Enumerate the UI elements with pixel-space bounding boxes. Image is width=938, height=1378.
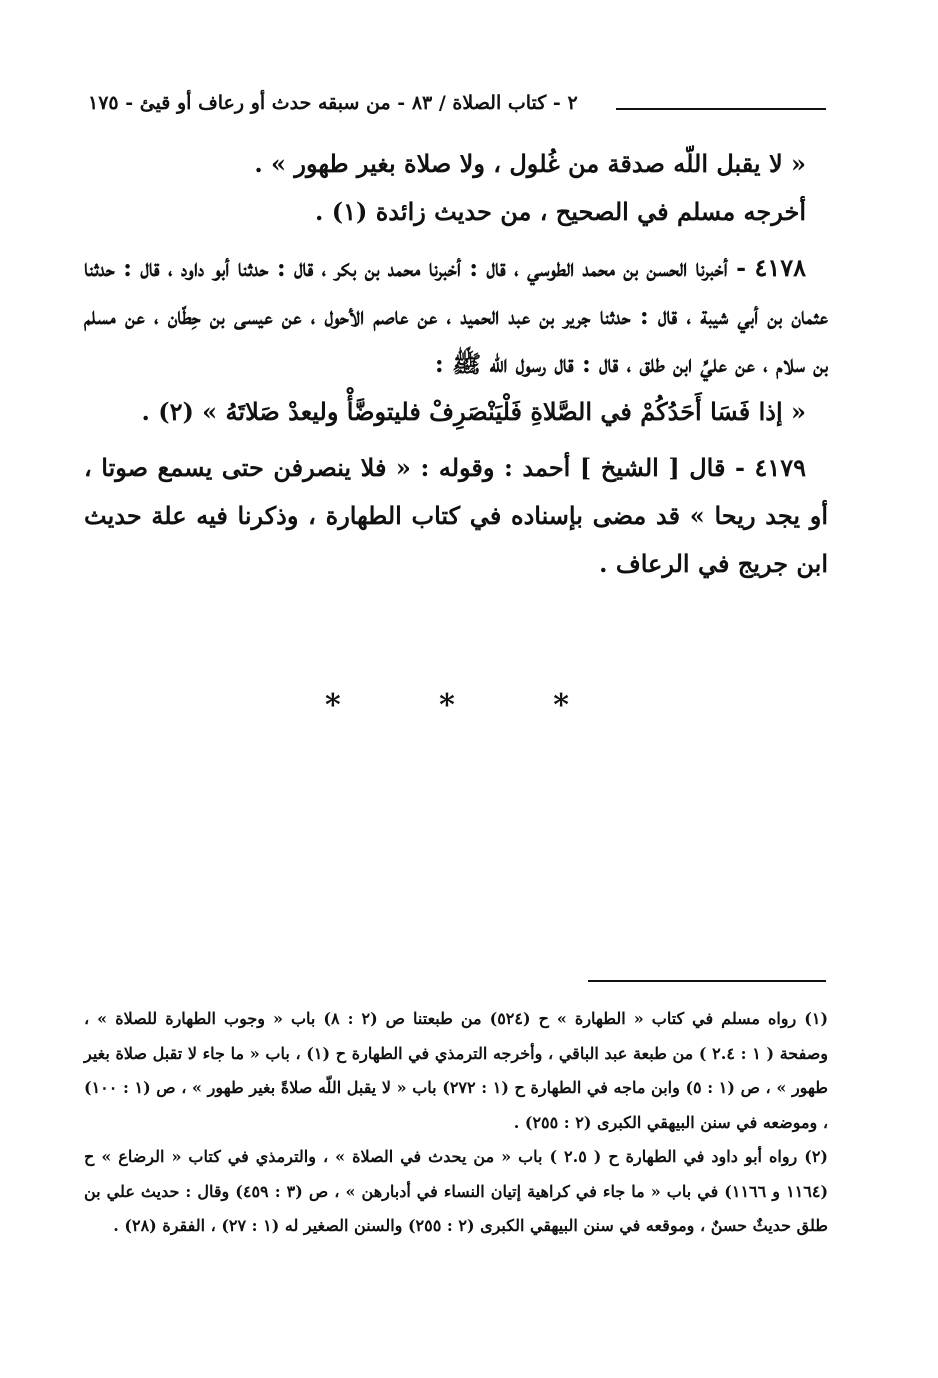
section-separator bbox=[0, 688, 938, 723]
running-title: ٢ - كتاب الصلاة / ٨٣ - من سبقه حدث أو رعاف أو قيئ - ١٧٥ bbox=[88, 92, 578, 114]
hadith-4179: ٤١٧٩ - قال [ الشيخ ] أحمد : وقوله : « فلا ينصرفن حتى يسمع صوتا ، أو يجد ريحا » قد مضى بإسناده في كتاب الطهارة ، وذكرنا فيه علة حديث ابن جريج في الرعاف . bbox=[84, 453, 828, 578]
running-header bbox=[88, 88, 826, 128]
separator-star: * bbox=[439, 688, 499, 723]
footnote-1: (١) رواه مسلم في كتاب « الطهارة » ح (٥٢٤) من طبعتنا ص (٢ : ٨) باب « وجوب الطهارة للصلاة » ، وصفحة ( ١ : ٢.٤ ) من طبعة عبد الباقي ، وأخرجه الترمذي في الطهارة ح (١) ، باب « ما جاء لا تقبل صلاة بغير طهور » ، ص (١ : ٥) وابن ماجه في الطهارة ح (١ : ٢٧٢) باب « لا يقبل اللّه صلاةً بغير طهور » ، ص (١ : ١٠٠) ، وموضعه في سنن البيهقي الكبرى (٢ : ٢٥٥) . bbox=[84, 1009, 829, 1132]
hadith-text-1: « لا يقبل اللّه صدقة من غُلول ، ولا صلاة بغير طهور » . bbox=[254, 149, 806, 178]
footnotes bbox=[84, 1002, 828, 1244]
hadith-4178-matn: « إذا فَسَا أَحَدُكُمْ في الصَّلاةِ فَلْيَنْصَرِفْ فليتوضَّأْ وليعدْ صَلاتَهُ » (٢) . bbox=[141, 397, 806, 426]
header-rule bbox=[616, 108, 826, 110]
footnote-rule bbox=[588, 980, 826, 982]
separator-star: * bbox=[553, 688, 613, 723]
footnote-2: (٢) رواه أبو داود في الطهارة ح ( ٢.٥ ) باب « من يحدث في الصلاة » ، والترمذي في كتاب « الرضاع » ح (١١٦٤ و ١١٦٦) في باب « ما جاء في كراهية إتيان النساء في أدبارهن » ، ص (٣ : ٤٥٩) وقال : حديث علي بن طلق حديثٌ حسنٌ ، وموقعه في سنن البيهقي الكبرى (٢ : ٢٥٥) والسنن الصغير له (١ : ٢٧) ، الفقرة (٢٨) . bbox=[84, 1147, 829, 1235]
main-text bbox=[84, 140, 828, 588]
separator-star: * bbox=[324, 688, 385, 723]
hadith-4178-isnad: ٤١٧٨ - أخبرنا الحسن بن محمد الطوسي ، قال : أخبرنا محمد بن بكر ، قال : حدثنا أبو داود ، قال : حدثنا عثمان بن أبي شيبة ، قال : حدثنا جرير بن عبد الحميد ، عن عاصم الأحول ، عن عيسى بن حِطّان ، عن مسلم بن سلام ، عن عليِّ ابن طلق ، قال : قال رسول اللّه ﷺ : bbox=[84, 253, 828, 378]
takhrij-note: أخرجه مسلم في الصحيح ، من حديث زائدة (١) . bbox=[315, 197, 806, 226]
